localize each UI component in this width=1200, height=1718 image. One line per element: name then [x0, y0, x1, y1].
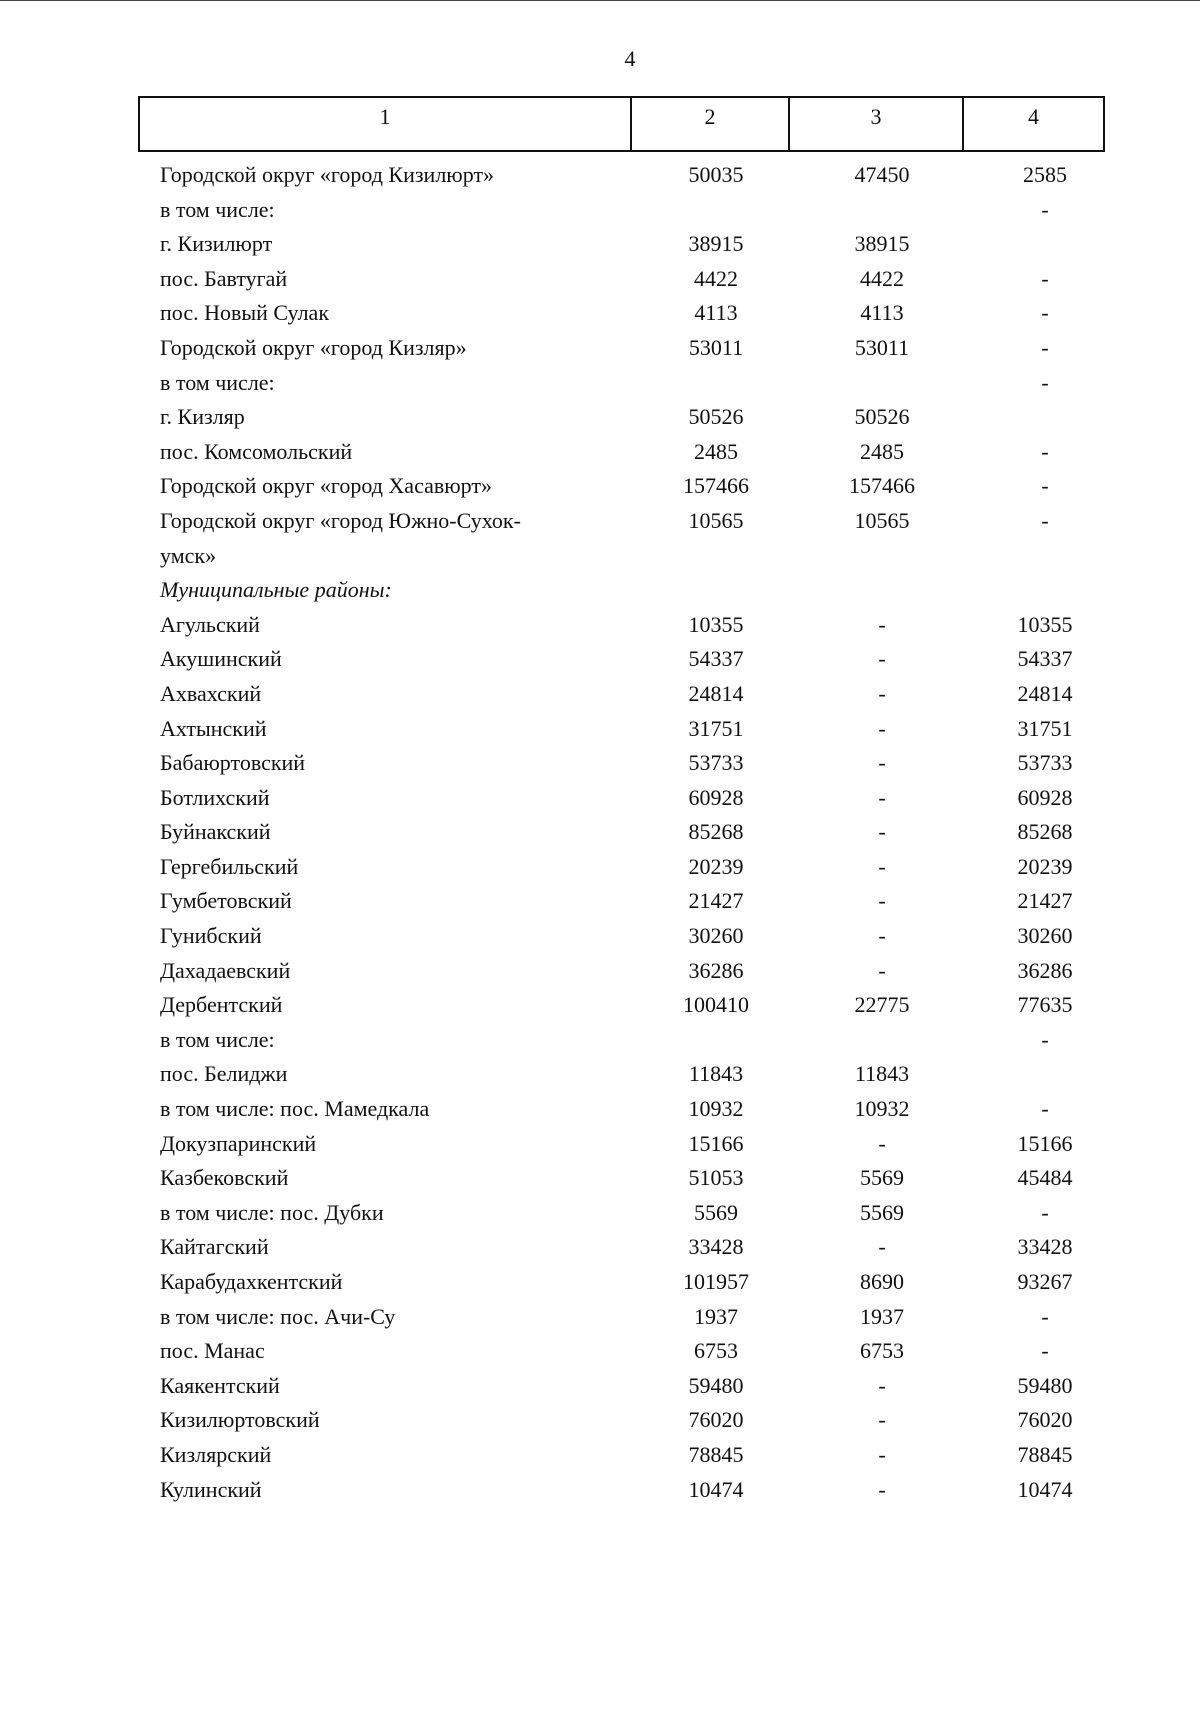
cell-c3: 10932 [854, 1096, 910, 1122]
cell-c4: 85268 [1017, 819, 1073, 845]
cell-c3: - [878, 1441, 886, 1467]
cell-c2: 54337 [688, 646, 744, 672]
table-row [0, 1334, 1200, 1369]
cell-c1: Агульский [160, 611, 260, 637]
cell-c4: - [1041, 196, 1049, 222]
cell-c4: 54337 [1017, 646, 1073, 672]
cell-c3: - [878, 957, 886, 983]
table-row [0, 1369, 1200, 1404]
cell-c2: 51053 [688, 1165, 744, 1191]
cell-c2: 85268 [688, 819, 744, 845]
cell-c1: пос. Бавтугай [160, 265, 288, 291]
table-row [0, 1196, 1200, 1231]
table-row [0, 158, 1200, 193]
cell-c1: Муниципальные районы: [160, 577, 392, 603]
table-row [0, 677, 1200, 712]
cell-c4: 20239 [1017, 853, 1073, 879]
cell-c1: в том числе: [160, 196, 275, 222]
cell-c1: в том числе: пос. Ачи-Су [160, 1303, 396, 1329]
cell-c4: - [1041, 507, 1049, 533]
column-header-4: 4 [1028, 104, 1039, 129]
cell-c3: 22775 [854, 992, 910, 1018]
table-header [138, 96, 1105, 152]
cell-c1: в том числе: [160, 1026, 275, 1052]
cell-c2: 15166 [688, 1130, 744, 1156]
cell-c1: Докузпаринский [160, 1130, 317, 1156]
table-row [0, 608, 1200, 643]
table-row [0, 1265, 1200, 1300]
cell-c2: 157466 [683, 473, 749, 499]
cell-c1: в том числе: пос. Мамедкала [160, 1096, 430, 1122]
cell-c4: 77635 [1017, 992, 1073, 1018]
cell-c3: - [878, 750, 886, 776]
cell-c3: 5569 [860, 1199, 904, 1225]
table-row [0, 1161, 1200, 1196]
cell-c4: - [1041, 1338, 1049, 1364]
cell-c1: Ахтынский [160, 715, 267, 741]
cell-c1: в том числе: пос. Дубки [160, 1199, 384, 1225]
cell-c2: 10474 [688, 1476, 744, 1502]
cell-c2: 1937 [694, 1303, 738, 1329]
cell-c1: Буйнакский [160, 819, 271, 845]
table-row [0, 1023, 1200, 1058]
cell-c1: Гунибский [160, 923, 262, 949]
cell-c1: Каякентский [160, 1372, 280, 1398]
cell-c3: - [878, 715, 886, 741]
cell-c1: Дахадаевский [160, 957, 291, 983]
cell-c2: 53733 [688, 750, 744, 776]
table-row [0, 850, 1200, 885]
cell-c1: пос. Новый Сулак [160, 300, 330, 326]
cell-c1: Казбековский [160, 1165, 289, 1191]
cell-c2: 60928 [688, 784, 744, 810]
cell-c2: 6753 [694, 1338, 738, 1364]
cell-c2: 101957 [683, 1269, 749, 1294]
cell-c4: - [1041, 300, 1049, 326]
cell-c4: 31751 [1017, 715, 1073, 741]
cell-c3: - [878, 923, 886, 949]
cell-c4: 21427 [1017, 888, 1073, 914]
table-row [0, 331, 1200, 366]
cell-c2: 33428 [688, 1234, 744, 1260]
table-row [0, 262, 1200, 297]
cell-c4: 78845 [1017, 1441, 1073, 1467]
cell-c4: 93267 [1017, 1269, 1073, 1294]
cell-c3: 11843 [854, 1061, 910, 1087]
cell-c1: Кулинский [160, 1476, 262, 1502]
cell-c1: Ботлихский [160, 784, 270, 810]
table-row [0, 746, 1200, 781]
cell-c2: 50035 [688, 162, 744, 187]
table-row [0, 642, 1200, 677]
cell-c1: пос. Комсомольский [160, 438, 353, 464]
table-row [0, 193, 1200, 228]
cell-c1: Гумбетовский [160, 888, 292, 914]
cell-c4: - [1041, 265, 1049, 291]
cell-c3: - [878, 680, 886, 706]
cell-c2: 31751 [688, 715, 744, 741]
cell-c4: 10474 [1017, 1476, 1073, 1502]
cell-c2: 21427 [688, 888, 744, 914]
cell-c2: 5569 [694, 1199, 738, 1225]
cell-c1: Городской округ «город Кизилюрт» [160, 162, 495, 187]
scan-edge-line [0, 0, 1200, 1]
cell-c4: 15166 [1017, 1130, 1073, 1156]
page-number: 4 [624, 46, 636, 71]
cell-c4: - [1041, 473, 1049, 499]
table-row [0, 227, 1200, 262]
cell-c2: 100410 [683, 992, 749, 1018]
table-row [0, 1230, 1200, 1265]
table-body [0, 158, 1200, 1507]
cell-c2: 36286 [688, 957, 744, 983]
cell-c2: 38915 [688, 231, 744, 257]
cell-c2: 11843 [688, 1061, 744, 1087]
table-row [0, 781, 1200, 816]
cell-c3: 5569 [860, 1165, 904, 1191]
table-row [0, 1473, 1200, 1508]
cell-c2: 10355 [688, 611, 744, 637]
cell-c3: 4113 [860, 300, 904, 326]
cell-c3: 8690 [860, 1269, 904, 1294]
cell-c4: 59480 [1017, 1372, 1073, 1398]
cell-c3: - [878, 784, 886, 810]
cell-c4: 10355 [1017, 611, 1073, 637]
cell-c1: Кизилюртовский [160, 1407, 320, 1433]
cell-c3: - [878, 819, 886, 845]
cell-c1: Городской округ «город Кизляр» [160, 334, 467, 360]
table-row [0, 1127, 1200, 1162]
table-row [0, 884, 1200, 919]
table-row [0, 435, 1200, 470]
cell-c4: - [1041, 334, 1049, 360]
cell-c3: 50526 [854, 404, 910, 430]
cell-c1: г. Кизилюрт [160, 231, 273, 257]
cell-c4: - [1041, 1199, 1049, 1225]
cell-c3: - [878, 888, 886, 914]
table-row [0, 539, 1200, 574]
cell-c3: - [878, 1407, 886, 1433]
cell-c1: г. Кизляр [160, 404, 245, 430]
cell-c4: 30260 [1017, 923, 1073, 949]
table-row [0, 400, 1200, 435]
cell-c2: 10565 [688, 507, 744, 533]
cell-c2: 4422 [694, 265, 738, 291]
cell-c3: 10565 [854, 507, 910, 533]
cell-c3: - [878, 1234, 886, 1260]
table-row [0, 504, 1200, 539]
table-row [0, 1403, 1200, 1438]
cell-c3: 53011 [854, 334, 910, 360]
cell-c3: 38915 [854, 231, 910, 257]
table-row [0, 573, 1200, 608]
cell-c2: 78845 [688, 1441, 744, 1467]
table-row [0, 366, 1200, 401]
cell-c4: 2585 [1023, 162, 1067, 187]
cell-c3: 4422 [860, 265, 904, 291]
cell-c4: - [1041, 438, 1049, 464]
table-row [0, 815, 1200, 850]
cell-c3: 2485 [860, 438, 904, 464]
column-header-3: 3 [790, 98, 964, 150]
cell-c4: 33428 [1017, 1234, 1073, 1260]
cell-c1: в том числе: [160, 369, 275, 395]
cell-c4: - [1041, 369, 1049, 395]
table-row [0, 954, 1200, 989]
column-header-2: 2 [632, 98, 790, 150]
cell-c2: 2485 [694, 438, 738, 464]
cell-c1: Дербентский [160, 992, 283, 1018]
cell-c4: 36286 [1017, 957, 1073, 983]
cell-c2: 10932 [688, 1096, 744, 1122]
cell-c4: 24814 [1017, 680, 1073, 706]
cell-c1: Гергебильский [160, 853, 299, 879]
cell-c2: 59480 [688, 1372, 744, 1398]
table-row [0, 712, 1200, 747]
cell-c1: пос. Белиджи [160, 1061, 288, 1087]
cell-c3: - [878, 1372, 886, 1398]
cell-c4: - [1041, 1303, 1049, 1329]
cell-c1: Городской округ «город Хасавюрт» [160, 473, 493, 499]
cell-c2: 76020 [688, 1407, 744, 1433]
cell-c1: Акушинский [160, 646, 282, 672]
table-row [0, 469, 1200, 504]
cell-c4: 60928 [1017, 784, 1073, 810]
cell-c1: Городской округ «город Южно-Сухок- [160, 507, 521, 533]
cell-c2: 20239 [688, 853, 744, 879]
table-row [0, 1300, 1200, 1335]
cell-c2: 53011 [688, 334, 744, 360]
cell-c4: - [1041, 1026, 1049, 1052]
cell-c3: 1937 [860, 1303, 904, 1329]
table-row [0, 296, 1200, 331]
cell-c2: 24814 [688, 680, 744, 706]
table-row [0, 1438, 1200, 1473]
cell-c3: - [878, 611, 886, 637]
cell-c1: умск» [160, 542, 217, 568]
column-header-1: 1 [140, 98, 632, 150]
cell-c3: - [878, 646, 886, 672]
cell-c1: Ахвахский [160, 680, 262, 706]
table-row [0, 1092, 1200, 1127]
cell-c3: 47450 [854, 162, 910, 187]
table-row [0, 919, 1200, 954]
cell-c4: - [1041, 1096, 1049, 1122]
cell-c1: пос. Манас [160, 1338, 265, 1364]
cell-c3: 6753 [860, 1338, 904, 1364]
cell-c1: Кизлярский [160, 1441, 272, 1467]
cell-c1: Бабаюртовский [160, 750, 306, 776]
cell-c3: - [878, 1476, 886, 1502]
cell-c2: 4113 [694, 300, 738, 326]
cell-c3: 157466 [849, 473, 915, 499]
cell-c3: - [878, 853, 886, 879]
cell-c4: 45484 [1017, 1165, 1073, 1191]
cell-c2: 50526 [688, 404, 744, 430]
table-row [0, 1057, 1200, 1092]
cell-c3: - [878, 1130, 886, 1156]
cell-c1: Кайтагский [160, 1234, 269, 1260]
cell-c1: Карабудахкентский [160, 1269, 343, 1294]
cell-c4: 53733 [1017, 750, 1073, 776]
cell-c2: 30260 [688, 923, 744, 949]
table-row [0, 988, 1200, 1023]
cell-c4: 76020 [1017, 1407, 1073, 1433]
